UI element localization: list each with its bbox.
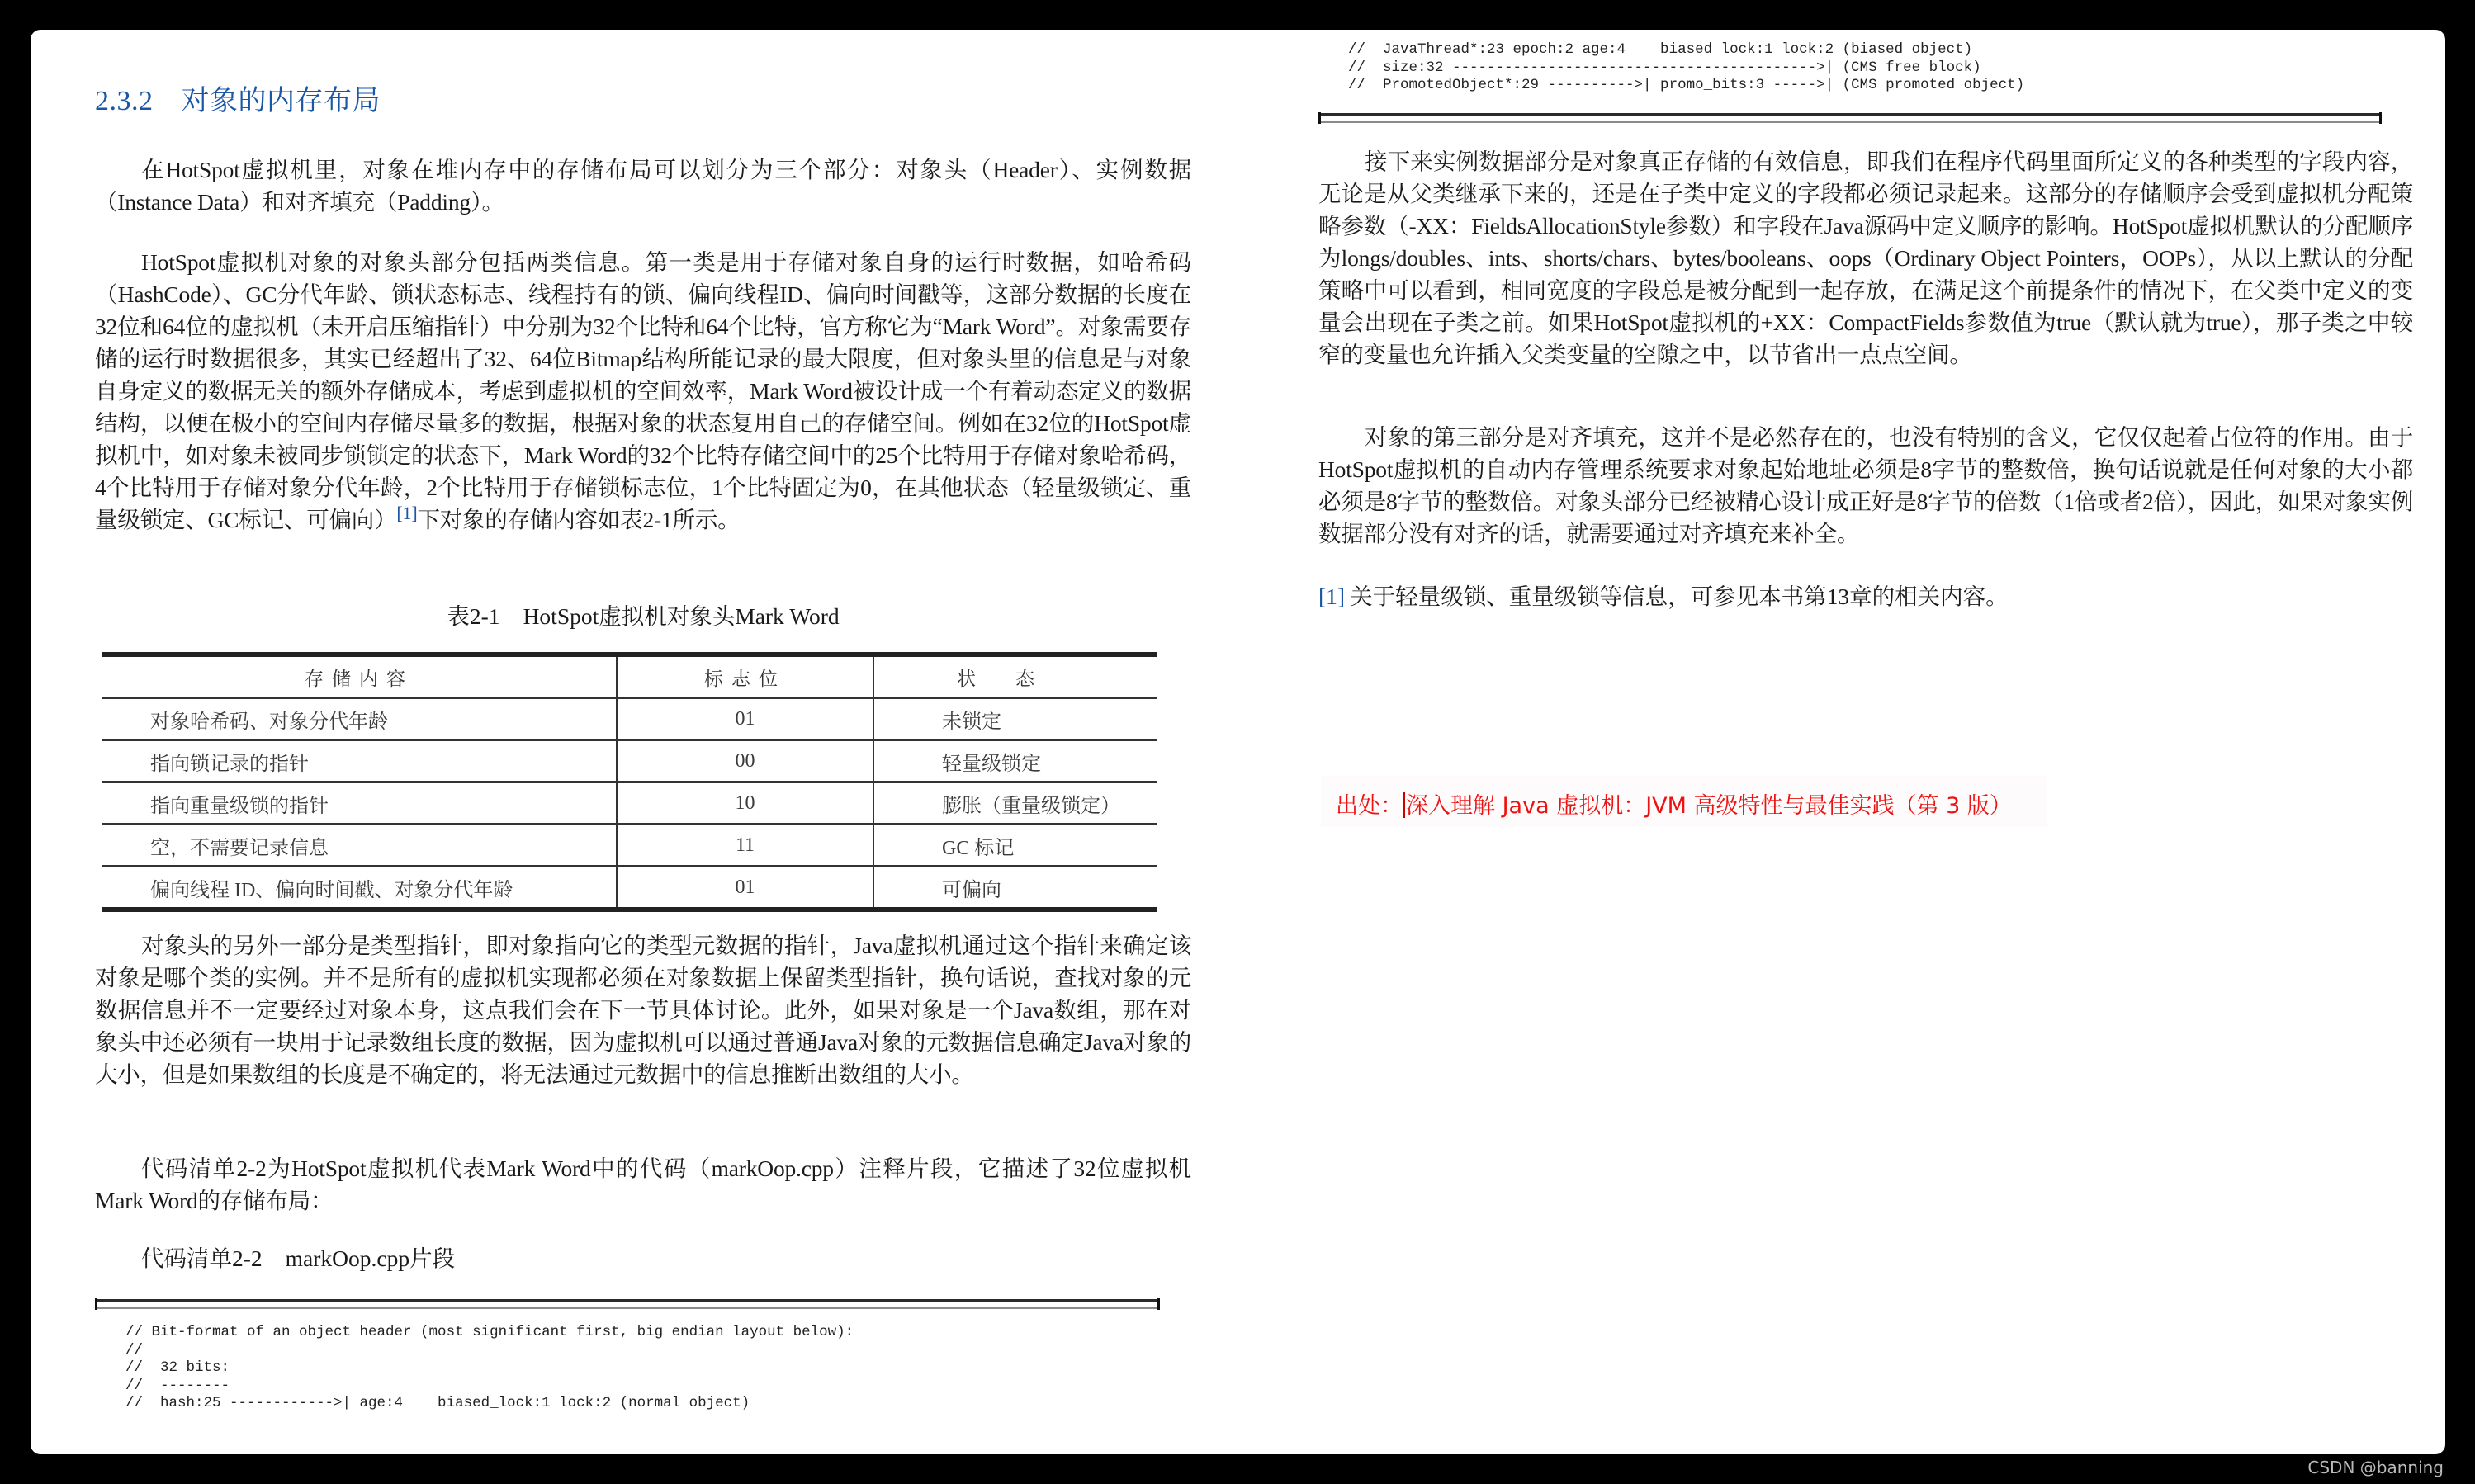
watermark: CSDN @banning xyxy=(2307,1458,2444,1477)
code-line: // hash:25 ------------>| age:4 biased_lock:1 lock:2 (normal object) xyxy=(125,1395,750,1411)
code-line: // JavaThread*:23 epoch:2 age:4 biased_lock:1 lock:2 (biased object) xyxy=(1348,41,1973,58)
source-book-title: 深入理解 Java 虚拟机：JVM 高级特性与最佳实践（第 3 版） xyxy=(1406,793,2012,819)
paragraph-object-header-body: HotSpot虚拟机对象的对象头部分包括两类信息。第一类是用于存储对象自身的运行时数据，如哈希码（HashCode）、GC分代年龄、锁状态标志、线程持有的锁、偏向线程ID、偏向时间戳等，这部分数据的长度在32位和64位的虚拟机（未开启压缩指针）中分别为32个比特和64个比特，官方称它为“Mark Word”。对象需要存储的运行时数据很多，其实已经超出了32、64位Bitmap结构所能记录的最大限度，但对象头里的信息是与对象自身定义的数据无关的额外存储成本，考虑到虚拟机的空间效率，Mark Word被设计成一个有着动态定义的数据结构，以便在极小的空间内存储尽量多的数据，根据对象的状态复用自己的存储空间。例如在32位的HotSpot虚拟机中，如对象未被同步锁锁定的状态下，Mark Word的32个比特存储空间中的25个比特用于存储对象哈希码，4个比特用于存储对象分代年龄，2个比特用于存储锁标志位，1个比特固定为0，在其他状态（轻量级锁定、重量级锁定、GC标记、可偏向） xyxy=(95,249,1191,532)
table-caption-title: HotSpot虚拟机对象头Mark Word xyxy=(523,603,840,629)
table-cell-flag: 11 xyxy=(617,825,873,867)
code-block-left xyxy=(125,1324,854,1413)
mark-word-table xyxy=(102,652,1157,912)
table-cell-storage: 对象哈希码、对象分代年龄 xyxy=(102,698,617,740)
table-cell-state: 未锁定 xyxy=(873,698,1157,740)
table-caption-number: 表2-1 xyxy=(447,603,500,629)
paragraph-object-header xyxy=(95,246,1191,536)
document-page xyxy=(31,30,2445,1454)
code-block-top-rule xyxy=(95,1299,1160,1309)
table-row xyxy=(102,740,1157,782)
text-cursor xyxy=(1403,792,1405,818)
section-number: 2.3.2 xyxy=(95,86,154,116)
code-line: // size:32 ------------------------------------------>| (CMS free block) xyxy=(1348,59,1981,76)
table-cell-flag: 00 xyxy=(617,740,873,782)
source-annotation-text[interactable] xyxy=(1336,787,2012,820)
footnote-ref-link[interactable]: [1] xyxy=(396,502,418,523)
code-block-right xyxy=(1348,41,2024,95)
code-line: // Bit-format of an object header (most significant first, big endian layout below): xyxy=(125,1324,854,1340)
footnote xyxy=(1318,578,2009,611)
table-header-state: 状态 xyxy=(873,655,1157,698)
footnote-text: 关于轻量级锁、重量级锁等信息，可参见本书第13章的相关内容。 xyxy=(1350,584,2009,609)
table-cell-flag: 01 xyxy=(617,867,873,910)
listing-number: 代码清单2-2 xyxy=(141,1245,263,1271)
table-header-storage: 存储内容 xyxy=(102,655,617,698)
paragraph-instance-data: 接下来实例数据部分是对象真正存储的有效信息，即我们在程序代码里面所定义的各种类型的字段内容，无论是从父类继承下来的，还是在子类中定义的字段都必须记录起来。这部分的存储顺序会受到虚拟机分配策略参数（-XX：FieldsAllocationStyle参数）和字段在Java源码中定义顺序的影响。HotSpot虚拟机默认的分配顺序为longs/doubles、ints、shorts/chars、bytes/booleans、oops（Ordinary Object Pointers，OOPs），从以上默认的分配策略中可以看到，相同宽度的字段总是被分配到一起存放，在满足这个前提条件的情况下，在父类中定义的变量会出现在子类之前。如果HotSpot虚拟机的+XX：CompactFields参数值为true（默认就为true），那子类之中较窄的变量也允许插入父类变量的空隙之中，以节省出一点点空间。 xyxy=(1318,149,2413,367)
paragraph-padding: 对象的第三部分是对齐填充，这并不是必然存在的，也没有特别的含义，它仅仅起着占位符的作用。由于HotSpot虚拟机的自动内存管理系统要求对象起始地址必须是8字节的整数倍，换句话说就是任何对象的大小都必须是8字节的整数倍。对象头部分已经被精心设计成正好是8字节的倍数（1倍或者2倍），因此，如果对象实例数据部分没有对齐的话，就需要通过对齐填充来补全。 xyxy=(1318,424,2413,546)
table-cell-storage: 指向锁记录的指针 xyxy=(102,740,617,782)
source-annotation[interactable] xyxy=(1321,776,2047,827)
code-line: // -------- xyxy=(125,1377,230,1394)
table-cell-storage: 偏向线程 ID、偏向时间戳、对象分代年龄 xyxy=(102,867,617,910)
table-row xyxy=(102,698,1157,740)
paragraph-listing-intro: 代码清单2-2为HotSpot虚拟机代表Mark Word中的代码（markOop.cpp）注释片段，它描述了32位虚拟机Mark Word的存储布局： xyxy=(95,1156,1191,1213)
paragraph-type-pointer: 对象头的另外一部分是类型指针，即对象指向它的类型元数据的指针，Java虚拟机通过这个指针来确定该对象是哪个类的实例。并不是所有的虚拟机实现都必须在对象数据上保留类型指针，换句话说，查找对象的元数据信息并不一定要经过对象本身，这点我们会在下一节具体讨论。此外，如果对象是一个Java数组，那在对象头中还必须有一块用于记录数组长度的数据，因为虚拟机可以通过普通Java对象的元数据信息确定Java对象的大小，但是如果数组的长度是不确定的，将无法通过元数据中的信息推断出数组的大小。 xyxy=(95,933,1191,1087)
table-row xyxy=(102,782,1157,825)
table-cell-storage: 指向重量级锁的指针 xyxy=(102,782,617,825)
table-cell-state: 轻量级锁定 xyxy=(873,740,1157,782)
paragraph-intro: 在HotSpot虚拟机里，对象在堆内存中的存储布局可以划分为三个部分：对象头（Header）、实例数据（Instance Data）和对齐填充（Padding）。 xyxy=(95,157,1191,215)
code-block-bottom-rule xyxy=(1318,113,2382,123)
listing-name: markOop.cpp片段 xyxy=(285,1245,456,1271)
table-row xyxy=(102,867,1157,910)
section-title: 对象的内存布局 xyxy=(181,86,381,116)
table-cell-flag: 10 xyxy=(617,782,873,825)
table-cell-storage: 空，不需要记录信息 xyxy=(102,825,617,867)
code-line: // xyxy=(125,1341,144,1359)
table-cell-flag: 01 xyxy=(617,698,873,740)
table-cell-state: 膨胀（重量级锁定） xyxy=(873,782,1157,825)
listing-title xyxy=(141,1240,455,1273)
table-caption xyxy=(95,598,1191,631)
table-header-flag: 标志位 xyxy=(617,655,873,698)
table-cell-state: 可偏向 xyxy=(873,867,1157,910)
code-line: // 32 bits: xyxy=(125,1359,230,1376)
source-label: 出处： xyxy=(1336,793,1403,819)
table-cell-state: GC 标记 xyxy=(873,825,1157,867)
paragraph-object-header-tail: 下对象的存储内容如表2-1所示。 xyxy=(417,507,741,532)
code-line: // PromotedObject*:29 ---------->| promo_bits:3 ----->| (CMS promoted object) xyxy=(1348,77,2025,93)
section-heading xyxy=(95,78,381,118)
footnote-marker-link[interactable]: [1] xyxy=(1318,584,1346,609)
table-row xyxy=(102,825,1157,867)
table-header-row xyxy=(102,655,1157,698)
